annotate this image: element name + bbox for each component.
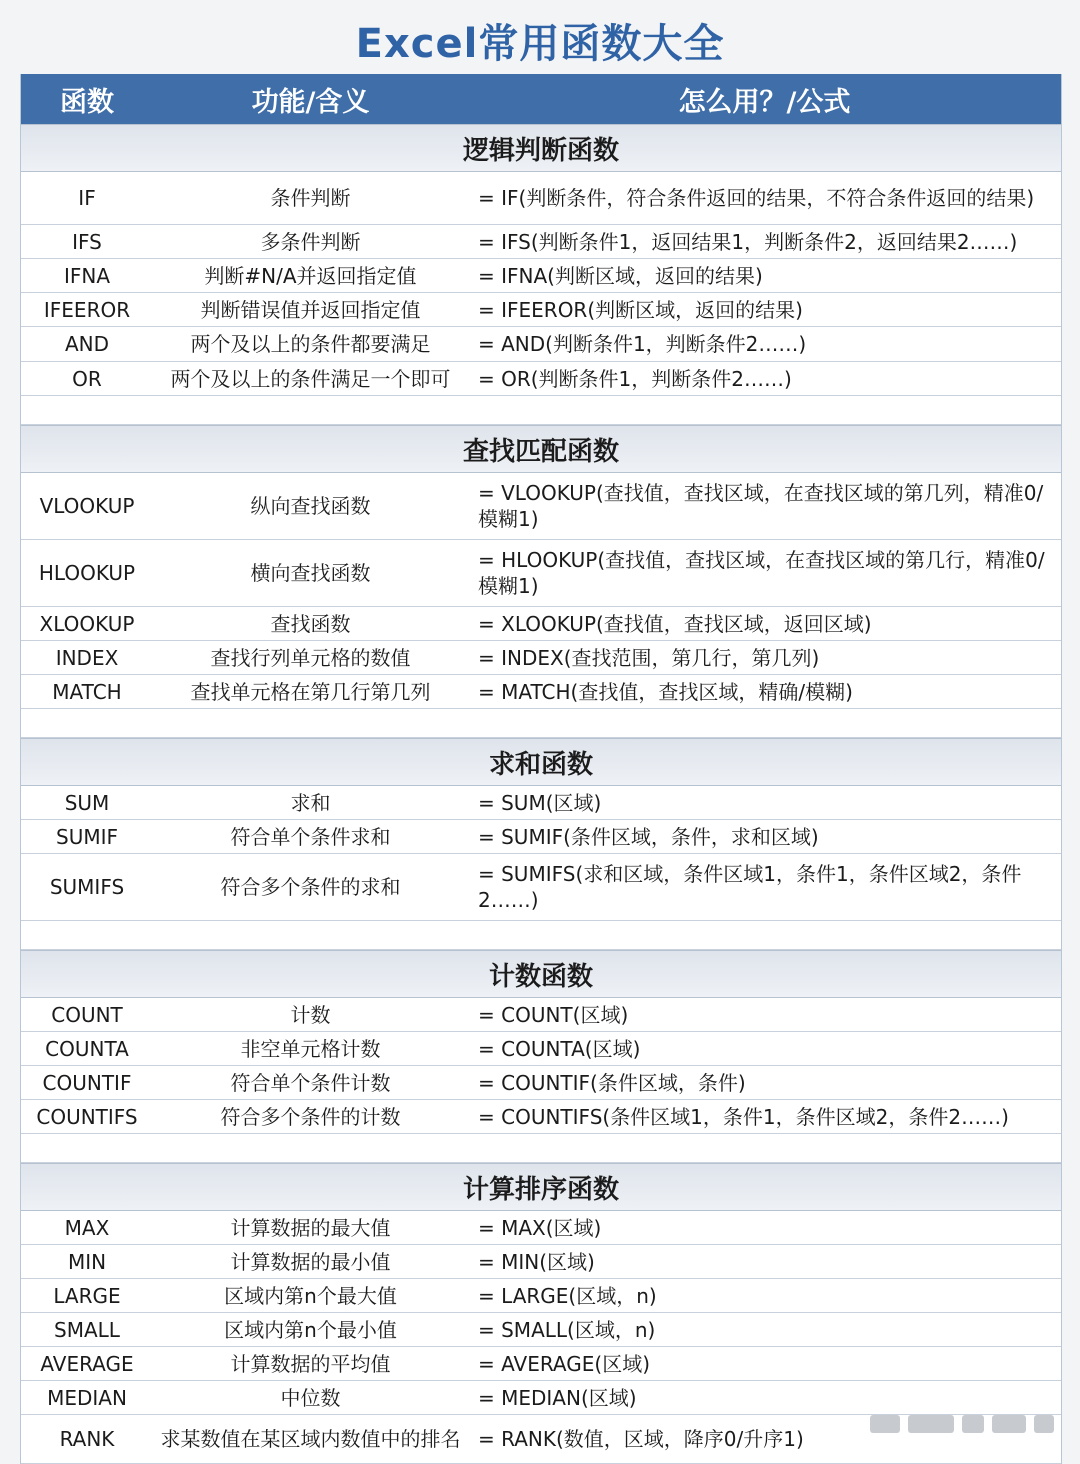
function-formula: = COUNTIFS(条件区域1，条件1，条件区域2，条件2……)	[478, 1104, 1009, 1129]
function-meaning: 条件判断	[270, 186, 351, 210]
section-header: 逻辑判断函数	[21, 124, 1061, 172]
function-formula: = AVERAGE(区域)	[478, 1351, 650, 1376]
table-row	[21, 473, 1061, 540]
table-row	[21, 1347, 1061, 1381]
function-formula: = VLOOKUP(查找值，查找区域，在查找区域的第几列，精准0/模糊1)	[478, 481, 1044, 531]
function-formula: = SUMIFS(求和区域，条件区域1，条件1，条件区域2，条件2……)	[478, 862, 1022, 912]
table-row	[21, 1279, 1061, 1313]
header-formula: 怎么用？/公式	[678, 86, 851, 118]
function-meaning: 查找函数	[270, 611, 351, 636]
table-row	[21, 1211, 1061, 1245]
function-meaning: 求和	[290, 790, 331, 815]
header-function: 函数	[60, 86, 114, 118]
function-formula: = COUNT(区域)	[478, 1002, 629, 1027]
table-row	[21, 675, 1061, 709]
function-name: SUM	[64, 790, 110, 815]
section-header: 计数函数	[21, 950, 1061, 998]
function-name: COUNT	[51, 1002, 123, 1027]
function-formula: = LARGE(区域，n)	[478, 1283, 657, 1308]
table-row	[21, 540, 1061, 607]
table-row	[21, 225, 1061, 259]
function-formula: = HLOOKUP(查找值，查找区域，在查找区域的第几行，精准0/模糊1)	[478, 548, 1045, 598]
function-name: HLOOKUP	[38, 561, 136, 585]
header-meaning: 功能/含义	[251, 86, 370, 118]
function-name: IFNA	[63, 263, 111, 288]
table-row	[21, 1313, 1061, 1347]
function-formula: = OR(判断条件1，判断条件2……)	[478, 366, 792, 391]
function-name: IFEEROR	[43, 297, 131, 322]
function-name: RANK	[59, 1427, 115, 1451]
function-name: IFS	[72, 229, 102, 254]
table-row	[21, 1066, 1061, 1100]
function-meaning: 计算数据的最大值	[230, 1215, 391, 1240]
function-formula: = SMALL(区域，n)	[478, 1317, 656, 1342]
function-meaning: 查找行列单元格的数值	[210, 645, 411, 670]
function-meaning: 区域内第n个最小值	[224, 1317, 397, 1342]
function-meaning: 符合单个条件计数	[230, 1070, 391, 1095]
function-meaning: 横向查找函数	[250, 561, 371, 585]
function-meaning: 非空单元格计数	[240, 1036, 381, 1061]
function-formula: = XLOOKUP(查找值，查找区域，返回区域)	[478, 611, 872, 636]
function-name: AVERAGE	[40, 1351, 134, 1376]
section-spacer	[21, 921, 1061, 950]
function-formula: = MIN(区域)	[478, 1249, 595, 1274]
function-meaning: 查找单元格在第几行第几列	[190, 679, 431, 704]
function-formula: = IFNA(判断区域，返回的结果)	[478, 263, 763, 288]
function-meaning: 符合多个条件的求和	[220, 875, 401, 899]
section-spacer	[21, 709, 1061, 738]
function-meaning: 纵向查找函数	[250, 494, 371, 518]
table-row	[21, 259, 1061, 293]
function-formula: = IF(判断条件，符合条件返回的结果，不符合条件返回的结果)	[478, 186, 1035, 210]
function-name: IF	[78, 186, 96, 210]
table-row	[21, 327, 1061, 362]
table-row	[21, 641, 1061, 675]
function-name: COUNTIFS	[36, 1104, 138, 1129]
function-name: MIN	[67, 1249, 107, 1274]
function-name: AND	[64, 332, 110, 356]
function-meaning: 判断#N/A并返回指定值	[204, 263, 417, 288]
function-name: COUNTA	[45, 1036, 129, 1061]
section-header: 查找匹配函数	[21, 425, 1061, 473]
table-row	[21, 1032, 1061, 1066]
section-spacer	[21, 396, 1061, 425]
function-formula: = AND(判断条件1，判断条件2……)	[478, 332, 807, 356]
function-meaning: 计数	[290, 1002, 331, 1027]
function-name: MAX	[64, 1215, 110, 1240]
function-formula: = COUNTA(区域)	[478, 1036, 641, 1061]
function-formula: = COUNTIF(条件区域，条件)	[478, 1070, 746, 1095]
function-name: OR	[72, 366, 102, 391]
function-meaning: 求某数值在某区域内数值中的排名	[160, 1427, 461, 1451]
function-table	[20, 74, 1062, 1464]
function-formula: = SUMIF(条件区域，条件，求和区域)	[478, 824, 819, 849]
section-header: 计算排序函数	[21, 1163, 1061, 1211]
function-name: COUNTIF	[42, 1070, 132, 1095]
function-name: SUMIFS	[49, 875, 125, 899]
page-title: Excel常用函数大全	[355, 21, 725, 67]
table-row	[21, 1100, 1061, 1134]
function-meaning: 判断错误值并返回指定值	[200, 297, 421, 322]
function-name: XLOOKUP	[39, 611, 135, 636]
function-meaning: 中位数	[280, 1385, 341, 1410]
table-row	[21, 820, 1061, 854]
function-meaning: 两个及以上的条件满足一个即可	[170, 366, 451, 391]
section-header: 求和函数	[21, 738, 1061, 786]
function-formula: = SUM(区域)	[478, 790, 602, 815]
function-meaning: 符合多个条件的计数	[220, 1104, 401, 1129]
function-meaning: 计算数据的平均值	[230, 1351, 391, 1376]
function-formula: = IFS(判断条件1，返回结果1，判断条件2，返回结果2……)	[478, 229, 1018, 254]
function-formula: = MEDIAN(区域)	[478, 1385, 637, 1410]
function-name: LARGE	[53, 1283, 121, 1308]
table-header	[21, 74, 1061, 124]
function-name: SUMIF	[56, 824, 118, 849]
table-row	[21, 854, 1061, 921]
function-meaning: 两个及以上的条件都要满足	[190, 332, 431, 356]
table-row	[21, 607, 1061, 641]
table-row	[21, 998, 1061, 1032]
function-formula: = MAX(区域)	[478, 1215, 602, 1240]
table-body	[21, 124, 1061, 1464]
function-meaning: 计算数据的最小值	[230, 1249, 391, 1274]
function-formula: = MATCH(查找值，查找区域，精确/模糊)	[478, 679, 853, 704]
function-name: MATCH	[52, 679, 122, 704]
function-name: SMALL	[54, 1317, 120, 1342]
function-name: INDEX	[55, 645, 119, 670]
table-row	[21, 172, 1061, 225]
table-row	[21, 362, 1061, 396]
section-spacer	[21, 1134, 1061, 1163]
function-formula: = INDEX(查找范围，第几行，第几列)	[478, 645, 820, 670]
function-name: MEDIAN	[47, 1385, 127, 1410]
function-formula: = RANK(数值，区域，降序0/升序1)	[478, 1427, 804, 1451]
function-formula: = IFEEROR(判断区域，返回的结果)	[478, 297, 803, 322]
watermark	[870, 1410, 1060, 1438]
table-row	[21, 1245, 1061, 1279]
table-row	[21, 293, 1061, 327]
function-name: VLOOKUP	[39, 494, 135, 518]
function-meaning: 区域内第n个最大值	[224, 1283, 397, 1308]
table-row	[21, 786, 1061, 820]
function-meaning: 多条件判断	[260, 229, 361, 254]
function-meaning: 符合单个条件求和	[230, 824, 391, 849]
